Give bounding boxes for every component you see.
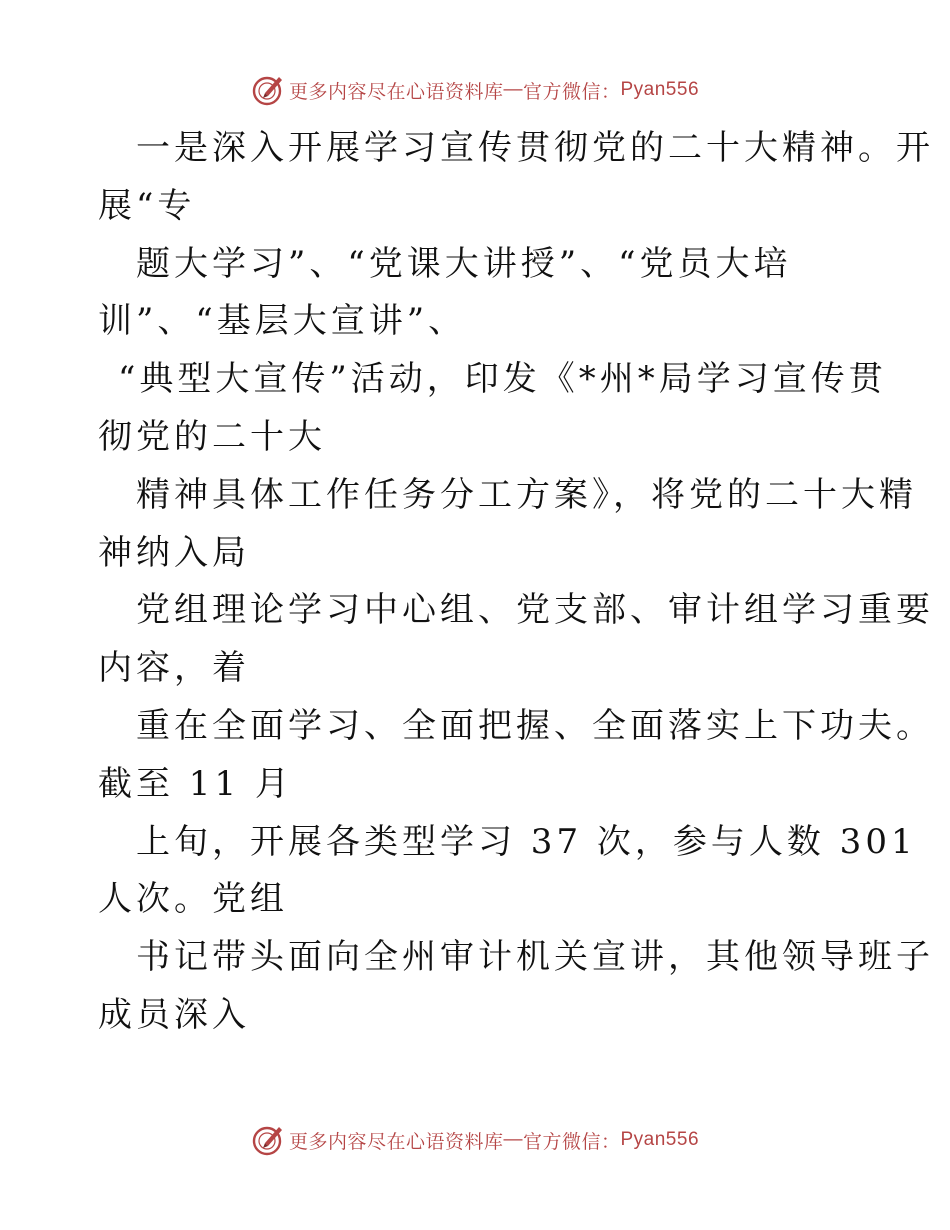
text-line: “典型大宣传”活动，印发《*州*局学习宣传贯	[118, 359, 887, 400]
banner-wechat-id: Pyan556	[620, 79, 700, 100]
banner-slogan: 更多内容尽在心语资料库	[288, 1130, 504, 1153]
text-line: 神纳入局	[98, 532, 250, 573]
banner-slogan: 更多内容尽在心语资料库	[288, 80, 504, 103]
text-line: 上旬，开展各类型学习 37 次，参与人数 301	[136, 821, 917, 862]
document-body	[98, 120, 934, 1045]
text-line: 训”、“基层大宣讲”、	[98, 301, 467, 342]
text-line: 成员深入	[98, 994, 250, 1035]
banner-wechat-label: 官方微信：	[522, 80, 621, 103]
header-banner	[0, 70, 950, 110]
text-line: 内容，着	[98, 648, 250, 689]
banner-dash: —	[503, 79, 523, 100]
text-line: 截至 11 月	[98, 763, 293, 804]
banner-wechat-id: Pyan556	[620, 1129, 700, 1150]
text-line: 展“专	[98, 185, 196, 226]
text-line: 重在全面学习、全面把握、全面落实上下功夫。	[136, 705, 934, 746]
banner-dash: —	[503, 1129, 523, 1150]
text-line: 书记带头面向全州审计机关宣讲，其他领导班子	[136, 937, 934, 978]
text-line: 党组理论学习中心组、党支部、审计组学习重要	[136, 590, 934, 631]
text-line: 彻党的二十大	[98, 416, 326, 457]
pen-nib-circle-icon	[251, 73, 285, 107]
text-line: 人次。党组	[98, 879, 288, 920]
text-line: 精神具体工作任务分工方案》，将党的二十大精	[136, 474, 917, 515]
footer-banner	[0, 1120, 950, 1160]
pen-nib-circle-icon	[251, 1123, 285, 1157]
text-line: 一是深入开展学习宣传贯彻党的二十大精神。开	[136, 128, 934, 168]
banner-wechat-label: 官方微信：	[522, 1130, 621, 1153]
text-line: 题大学习”、“党课大讲授”、“党员大培	[136, 243, 792, 284]
